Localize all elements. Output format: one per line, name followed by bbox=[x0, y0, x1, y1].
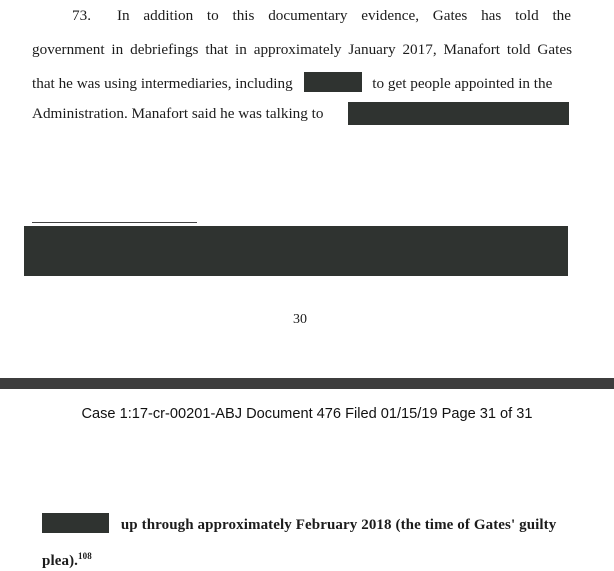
paragraph-line-3 bbox=[32, 72, 572, 94]
page31-text-line-2: plea). bbox=[42, 553, 79, 569]
redaction-block bbox=[42, 513, 109, 533]
page-separator bbox=[0, 378, 614, 389]
redaction-block bbox=[304, 72, 362, 92]
page-number: 30 bbox=[293, 312, 307, 327]
paragraph-line-2: government in debriefings that in approximately January 2017, Manafort told Gates bbox=[32, 41, 572, 58]
page31-line-1 bbox=[42, 513, 562, 535]
paragraph-text-line-3b: to get people appointed in the bbox=[372, 75, 553, 92]
paragraph-text-line-4: Administration. Manafort said he was talking to bbox=[32, 105, 324, 122]
paragraph-text-line-1: In addition to this documentary evidence, Gates has told the bbox=[117, 7, 571, 24]
paragraph-number: 73. bbox=[72, 7, 91, 24]
page31-text-line-1: up through approximately February 2018 (the time of Gates' guilty bbox=[120, 517, 557, 533]
case-header: Case 1:17-cr-00201-ABJ Document 476 Filed 01/15/19 Page 31 of 31 bbox=[81, 406, 533, 422]
footnote-reference: 108 bbox=[78, 551, 92, 561]
redacted-footnote-block bbox=[24, 226, 568, 276]
page31-line-2 bbox=[42, 546, 562, 571]
paragraph-text-line-3a: that he was using intermediaries, including bbox=[32, 75, 293, 92]
footnote-separator bbox=[32, 222, 197, 223]
redaction-block bbox=[348, 102, 569, 125]
